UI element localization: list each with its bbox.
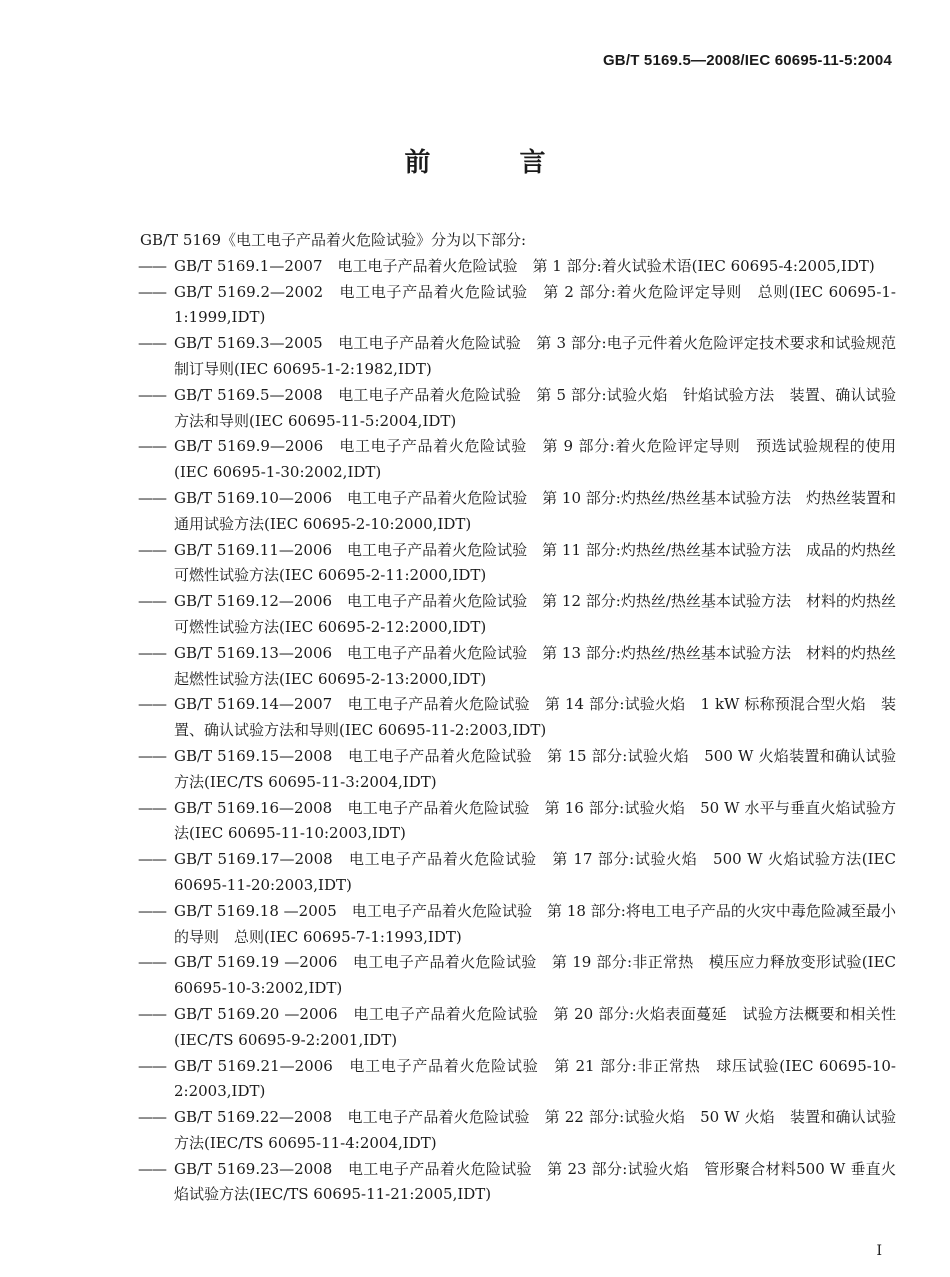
list-dash: —— xyxy=(138,850,166,869)
foreword-body xyxy=(138,228,896,1208)
list-dash: —— xyxy=(138,488,166,507)
list-dash: —— xyxy=(138,385,166,404)
list-dash: —— xyxy=(138,334,166,353)
list-item xyxy=(138,589,896,641)
list-item xyxy=(138,383,896,435)
list-item xyxy=(138,641,896,693)
list-item-text: GB/T 5169.13—2006 电工电子产品着火危险试验 第 13 部分:灼热丝/热丝基本试验方法 材料的灼热丝起燃性试验方法(IEC 60695-2-13:2000,IDT) xyxy=(174,643,896,688)
list-item xyxy=(138,331,896,383)
list-item-text: GB/T 5169.12—2006 电工电子产品着火危险试验 第 12 部分:灼热丝/热丝基本试验方法 材料的灼热丝可燃性试验方法(IEC 60695-2-12:2000,IDT) xyxy=(174,592,896,636)
list-item xyxy=(138,538,896,590)
list-item-text: GB/T 5169.11—2006 电工电子产品着火危险试验 第 11 部分:灼热丝/热丝基本试验方法 成品的灼热丝可燃性试验方法(IEC 60695-2-11:2000,IDT) xyxy=(174,540,896,585)
list-item xyxy=(138,692,896,744)
list-dash: —— xyxy=(138,256,166,275)
list-dash: —— xyxy=(138,798,166,817)
page-number: I xyxy=(876,1243,882,1259)
list-item-text: GB/T 5169.3—2005 电工电子产品着火危险试验 第 3 部分:电子元件着火危险评定技术要求和试验规范制订导则(IEC 60695-1-2:1982,IDT) xyxy=(174,334,896,378)
list-item-text: GB/T 5169.22—2008 电工电子产品着火危险试验 第 22 部分:试验火焰 50 W 火焰 装置和确认试验方法(IEC/TS 60695-11-4:2004,IDT) xyxy=(174,1108,896,1152)
list-item xyxy=(138,1157,896,1209)
list-item-text: GB/T 5169.5—2008 电工电子产品着火危险试验 第 5 部分:试验火焰 针焰试验方法 装置、确认试验方法和导则(IEC 60695-11-5:2004,IDT) xyxy=(174,385,896,430)
list-item-text: GB/T 5169.20 —2006 电工电子产品着火危险试验 第 20 部分:火焰表面蔓延 试验方法概要和相关性(IEC/TS 60695-9-2:2001,IDT) xyxy=(174,1004,896,1049)
list-dash: —— xyxy=(138,1056,166,1075)
list-item xyxy=(138,1054,896,1106)
list-item xyxy=(138,486,896,538)
list-item xyxy=(138,1105,896,1157)
list-dash: —— xyxy=(138,437,166,456)
list-item xyxy=(138,899,896,951)
list-dash: —— xyxy=(138,901,166,920)
list-item-text: GB/T 5169.19 —2006 电工电子产品着火危险试验 第 19 部分:非正常热 模压应力释放变形试验(IEC 60695-10-3:2002,IDT) xyxy=(174,953,896,998)
intro-paragraph: GB/T 5169《电工电子产品着火危险试验》分为以下部分: xyxy=(140,231,527,249)
list-item xyxy=(138,847,896,899)
list-item xyxy=(138,796,896,848)
list-item xyxy=(138,280,896,332)
list-item-text: GB/T 5169.18 —2005 电工电子产品着火危险试验 第 18 部分:将电工电子产品的火灾中毒危险减至最小的导则 总则(IEC 60695-7-1:1993,IDT) xyxy=(174,901,896,946)
list-item-text: GB/T 5169.2—2002 电工电子产品着火危险试验 第 2 部分:着火危险评定导则 总则(IEC 60695-1-1:1999,IDT) xyxy=(174,282,896,327)
list-item-text: GB/T 5169.23—2008 电工电子产品着火危险试验 第 23 部分:试验火焰 管形聚合材料500 W 垂直火焰试验方法(IEC/TS 60695-11-21:2005,IDT) xyxy=(174,1159,896,1204)
list-dash: —— xyxy=(138,1108,166,1127)
list-dash: —— xyxy=(138,695,166,714)
list-dash: —— xyxy=(138,953,166,972)
list-item xyxy=(138,434,896,486)
page-title: 前 言 xyxy=(404,148,586,178)
list-dash: —— xyxy=(138,643,166,662)
list-dash: —— xyxy=(138,540,166,559)
list-dash: —— xyxy=(138,592,166,611)
list-item-text: GB/T 5169.14—2007 电工电子产品着火危险试验 第 14 部分:试验火焰 1 kW 标称预混合型火焰 装置、确认试验方法和导则(IEC 60695-11-2:2003,IDT) xyxy=(174,695,896,740)
list-item xyxy=(138,950,896,1002)
list-item-text: GB/T 5169.15—2008 电工电子产品着火危险试验 第 15 部分:试验火焰 500 W 火焰装置和确认试验方法(IEC/TS 60695-11-3:2004,IDT) xyxy=(174,746,896,791)
list-item-text: GB/T 5169.10—2006 电工电子产品着火危险试验 第 10 部分:灼热丝/热丝基本试验方法 灼热丝装置和通用试验方法(IEC 60695-2-10:2000,IDT) xyxy=(174,488,896,533)
list-dash: —— xyxy=(138,282,166,301)
document-header-standard-id: GB/T 5169.5—2008/IEC 60695-11-5:2004 xyxy=(602,52,892,69)
list-item xyxy=(138,744,896,796)
list-item-text: GB/T 5169.21—2006 电工电子产品着火危险试验 第 21 部分:非正常热 球压试验(IEC 60695-10-2:2003,IDT) xyxy=(174,1056,896,1101)
list-dash: —— xyxy=(138,1159,166,1178)
list-item-text: GB/T 5169.9—2006 电工电子产品着火危险试验 第 9 部分:着火危险评定导则 预选试验规程的使用(IEC 60695-1-30:2002,IDT) xyxy=(174,437,896,482)
standards-list xyxy=(138,254,896,1208)
list-item-text: GB/T 5169.1—2007 电工电子产品着火危险试验 第 1 部分:着火试验术语(IEC 60695-4:2005,IDT) xyxy=(174,256,875,275)
list-item xyxy=(138,254,896,280)
list-dash: —— xyxy=(138,746,166,765)
list-dash: —— xyxy=(138,1004,166,1023)
list-item-text: GB/T 5169.16—2008 电工电子产品着火危险试验 第 16 部分:试验火焰 50 W 水平与垂直火焰试验方法(IEC 60695-11-10:2003,IDT) xyxy=(174,798,896,843)
list-item-text: GB/T 5169.17—2008 电工电子产品着火危险试验 第 17 部分:试验火焰 500 W 火焰试验方法(IEC 60695-11-20:2003,IDT) xyxy=(174,850,896,894)
list-item xyxy=(138,1002,896,1054)
